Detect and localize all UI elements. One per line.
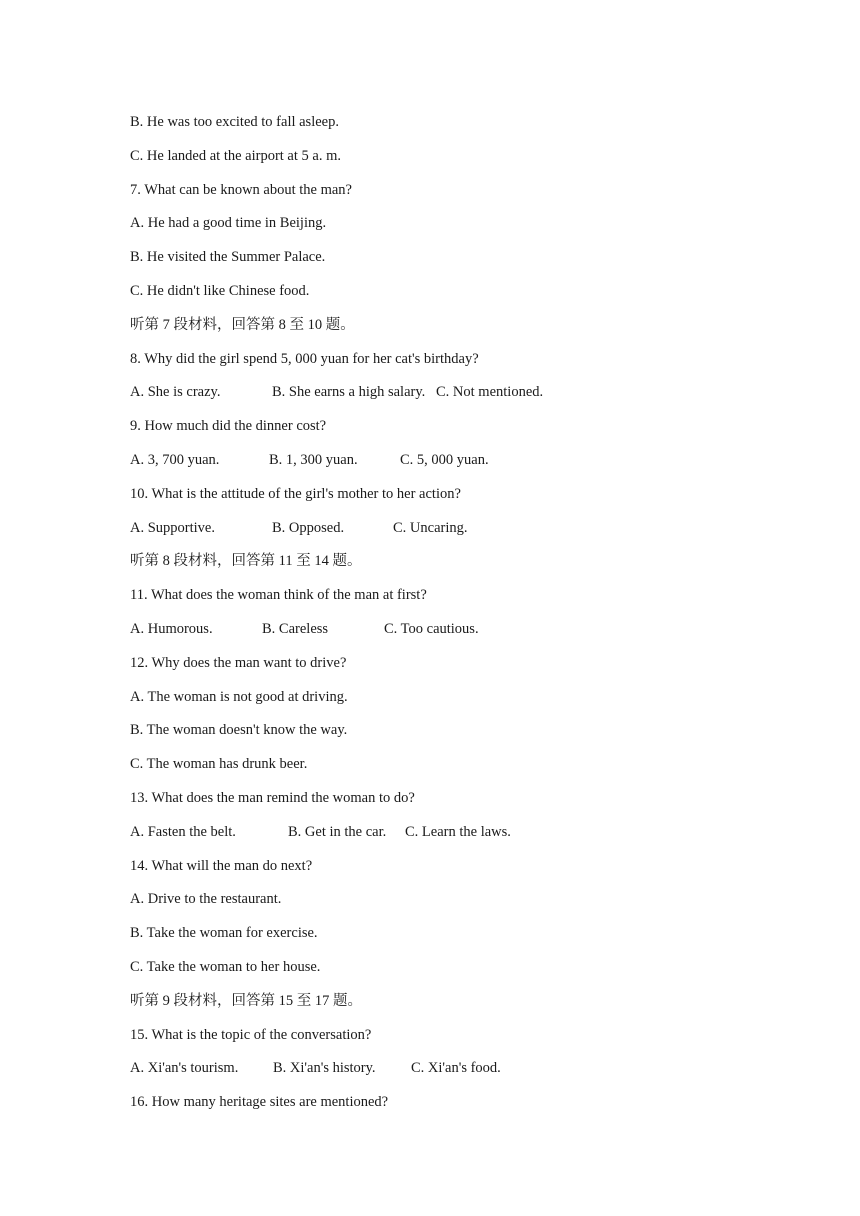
q9-option-c: C. 5, 000 yuan. — [400, 451, 489, 468]
q10-option-c: C. Uncaring. — [393, 519, 468, 536]
q11-option-a: A. Humorous. — [130, 620, 213, 637]
q7-option-c: C. He didn't like Chinese food. — [130, 282, 310, 299]
q9-question: 9. How much did the dinner cost? — [130, 418, 327, 435]
q10-options — [130, 516, 810, 550]
q8-option-c: C. Not mentioned. — [436, 384, 544, 401]
q14-question: 14. What will the man do next? — [130, 857, 313, 874]
q6-option-b: B. He was too excited to fall asleep. — [130, 114, 339, 130]
q10-option-b: B. Opposed. — [272, 519, 345, 536]
q15-option-c: C. Xi'an's food. — [411, 1060, 501, 1077]
q13-option-c: C. Learn the laws. — [405, 823, 511, 840]
q16-question: 16. How many heritage sites are mentioned? — [130, 1094, 389, 1111]
section-7-heading: 听第 7 段材料，回答第 8 至 10 题。 — [130, 316, 355, 333]
section-8-heading: 听第 8 段材料，回答第 11 至 14 题。 — [130, 553, 362, 570]
q11-option-b: B. Careless — [262, 620, 329, 637]
q15-option-a: A. Xi'an's tourism. — [130, 1060, 239, 1077]
q11-options — [130, 617, 810, 651]
q13-option-a: A. Fasten the belt. — [130, 823, 236, 840]
q9-option-a: A. 3, 700 yuan. — [130, 451, 220, 468]
q12-option-b: B. The woman doesn't know the way. — [130, 722, 348, 739]
q12-question: 12. Why does the man want to drive? — [130, 654, 347, 671]
q12-option-a: A. The woman is not good at driving. — [130, 688, 348, 705]
q11-option-c: C. Too cautious. — [384, 620, 479, 637]
q7-option-b: B. He visited the Summer Palace. — [130, 249, 326, 266]
document-page — [130, 110, 810, 1124]
q10-option-a: A. Supportive. — [130, 519, 215, 536]
q6-option-c: C. He landed at the airport at 5 a. m. — [130, 147, 341, 164]
q11-question: 11. What does the woman think of the man at first? — [130, 587, 427, 604]
q14-option-b: B. Take the woman for exercise. — [130, 925, 318, 942]
q10-question: 10. What is the attitude of the girl's mother to her action? — [130, 485, 461, 502]
q7-question: 7. What can be known about the man? — [130, 181, 352, 198]
q8-option-b: B. She earns a high salary. — [272, 384, 426, 401]
q8-option-a: A. She is crazy. — [130, 384, 221, 401]
q7-option-a: A. He had a good time in Beijing. — [130, 215, 327, 232]
q15-question: 15. What is the topic of the conversation? — [130, 1026, 372, 1043]
q15-option-b: B. Xi'an's history. — [273, 1060, 376, 1077]
q9-options — [130, 448, 810, 482]
q15-options — [130, 1056, 810, 1090]
q12-option-c: C. The woman has drunk beer. — [130, 756, 308, 773]
q13-options — [130, 820, 810, 854]
q8-question: 8. Why did the girl spend 5, 000 yuan for her cat's birthday? — [130, 350, 479, 367]
q9-option-b: B. 1, 300 yuan. — [269, 451, 358, 468]
section-9-heading: 听第 9 段材料，回答第 15 至 17 题。 — [130, 992, 362, 1009]
q13-question: 13. What does the man remind the woman to do? — [130, 789, 415, 806]
q14-option-c: C. Take the woman to her house. — [130, 958, 321, 975]
q13-option-b: B. Get in the car. — [288, 823, 387, 840]
q14-option-a: A. Drive to the restaurant. — [130, 891, 282, 908]
q8-options — [130, 380, 810, 414]
